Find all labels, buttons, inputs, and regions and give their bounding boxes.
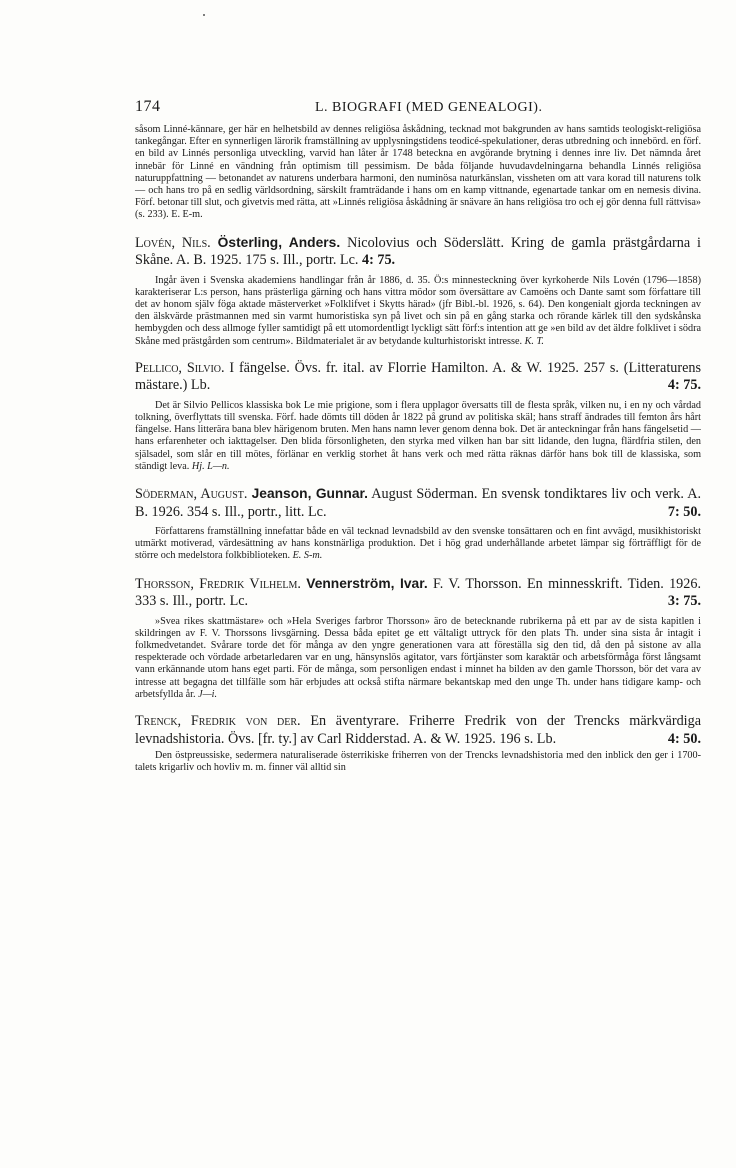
entry-loven <box>135 234 701 348</box>
entry-author: Österling, Anders. <box>217 234 341 250</box>
entry-heading <box>135 575 701 611</box>
entry-title: Nicolovius och Söderslätt. Kring de gamla prästgårdarna i Skåne. A. B. 1925. 175 s. Ill., portr. Lc. <box>135 234 702 269</box>
entry-soderman <box>135 485 701 563</box>
entry-classmark: 3: 75. <box>667 593 701 610</box>
entry-classmark: 4: 75. <box>667 377 701 394</box>
entry-heading <box>135 713 701 748</box>
entry-subject: Lovén, Nils. <box>135 234 211 251</box>
entry-signature: J—i. <box>198 688 218 700</box>
entry-trenck <box>135 713 701 774</box>
entry-title: I fängelse. Övs. fr. ital. av Florrie Hamilton. A. & W. 1925. 257 s. (Litteraturens mästare.) Lb. <box>135 359 702 394</box>
entry-title: F. V. Thorsson. En minnesskrift. Tiden. 1926. 333 s. Ill., portr. Lc. <box>135 575 701 610</box>
entry-pellico <box>135 360 701 473</box>
header-title: L. BIOGRAFI (MED GENEALOGI). <box>315 100 543 115</box>
entry-heading <box>135 234 701 270</box>
entry-author: Vennerström, Ivar. <box>306 575 428 591</box>
entry-heading <box>135 360 701 395</box>
entry-review: Författarens framställning innefattar både en väl tecknad levnadsbild av den svenske tonsättaren och en fint avvägd, musikhistoriskt utmärkt motiverad, värdesättning av hans konstnärliga produktion. Det i hög grad underhållande arbetet lämpar sig förträffligt för de större och medelstora folkbiblioteken. E. S-m. <box>135 526 701 562</box>
entry-subject: Pellico, Silvio. <box>135 359 225 376</box>
entry-author: Jeanson, Gunnar. <box>251 486 368 502</box>
entry-signature: Hj. L—n. <box>191 460 230 472</box>
entry-signature: K. T. <box>524 335 544 347</box>
page-number: 174 <box>135 98 161 115</box>
entry-classmark: 7: 50. <box>667 503 701 520</box>
entry-review: »Svea rikes skattmästare» och »Hela Sveriges farbror Thorsson» äro de betecknande rubrikerna på ett par av de sista kapitlen i skildringen av F. V. Thorssons livsgärning. Dessa båda epitet ge ett vältaligt uttryck för den plats Th. under sina sista år intagit i folkmedvetandet. Svårare torde det för många av den yngre generationen vara att föreställa sig den tid, då den på sistone av alla respekterade och vördade arbetarledaren var en ung, hänsynslös agitator, vars förtjänster som karaktär och arbetsförmåga först långsamt vann erkännande utom hans eget parti. För de många, som personligen endast i minnet ha bilden av den gamle Thorsson, bör det vara av intresse att begagna det tillfälle som här erbjudes att också stifta närmare bekantskap med den unge Th. under hans tidigare kamp- och arbetsfyllda år. J—i. <box>135 615 701 700</box>
intro-paragraph: såsom Linné-kännare, ger här en helhetsbild av dennes religiösa åskådning, tecknad mot bakgrunden av hans samtids teologiskt-religiösa tankegångar. Efter en synnerligen lärorik framställning av upplysningstidens teodicé-spekulationer, deras utbredning och innebörd. en förf. en bild av Linnés personliga utveckling, varvid han låter år 1748 beteckna en avgörande brytning i dennes inre liv. Det nämnda året innebär för Linné en vändning från optimism till pessimism. De båda följande huvudavdelningarna behandla Linnés religiösa naturuppfattning — betonandet av naturens underbara harmoni, den numinösa naturkänslan, vissheten om att vara korad till naturens tolk — och hans tro på en sedlig världsordning, särskilt framträdande i hans om en kamp vittnande, egenartade tankar om en nemesis divina. Förf. betonar till slut, och givetvis med rätta, att »Linnés religiösa åskådning är snävare än hans religiösa tro och ej gör denna full rättvisa» (s. 233). E. E-m. <box>135 124 701 221</box>
entry-classmark: 4: 50. <box>667 730 701 747</box>
entry-title: En äventyrare. Friherre Fredrik von der Trencks märkvärdiga levnadshistoria. Övs. [fr. ty.] av Carl Ridderstad. A. & W. 1925. 196 s. Lb. <box>135 713 701 747</box>
entry-subject: Söderman, August. <box>135 486 248 503</box>
page-header <box>135 98 701 120</box>
speck <box>203 14 205 16</box>
entry-review: Ingår även i Svenska akademiens handlingar från år 1886, d. 35. Ö:s minnesteckning över kyrkoherde Nils Lovén (1796—1858) karakteriserar L:s person, hans prästerliga gärning och hans vittra mödor som översättare av Camoëns och Dante samt som författare till det av honom själv föga aktade mästerverket »Folklifvet i Skytts härad» (jfr Bibl.-bl. 1926, s. 64). Den kongenialt gjorda teckningen av den älskvärde prästmannen med sin varmt humoristiska syn på livet och sin på en gång starka och rörande kärlek till den sydskånska hembygden och dess allmoge fyller samtidigt på ett utomordentligt lyckligt sätt förf:s intention att ge »en bild av det äldre folklivet i södra Skåne med prästgården som centrum». Bildmaterialet är av betydande kulturhistoriskt intresse. K. T. <box>135 274 701 347</box>
entry-review: Det är Silvio Pellicos klassiska bok Le mie prigione, som i flera upplagor översatts till de flesta språk, vilken nu, i en ny och vårdad tolkning, överflyttats till svenska. Förf. hade dömts till döden år 1822 på grund av politiska skäl; hans straff ändrades till femton års hårt fängelse. Hans litterära bana blev härigenom bruten. Men hans namn lever genom denna bok. Det är anteckningar från hans fängelsetid — hans erfarenheter och iakttagelser. Den blida försonligheten, den styrka med vilken han bar sitt lidande, den lugna, flärdfria stilen, den själsadel, som slår en till mötes, förlänar en verklig storhet åt hans verk och med rätta räknas därför hans bok till de klassiska, som ständigt leva. Hj. L—n. <box>135 399 701 472</box>
entry-signature: E. S-m. <box>292 550 323 562</box>
page <box>135 98 701 775</box>
entry-title: August Söderman. En svensk tondiktares liv och verk. A. B. 1926. 354 s. Ill., portr., litt. Lc. <box>135 486 701 520</box>
entry-subject: Trenck, Fredrik von der. <box>135 713 301 730</box>
entry-subject: Thorsson, Fredrik Vilhelm. <box>135 575 301 592</box>
entry-review: Den östpreussiske, sedermera naturaliserade österrikiske friherren von der Trencks levnadshistoria med den inblick den ger i 1700-talets krigarliv och hovliv m. m. finner väl alltid sin <box>135 750 701 774</box>
entry-thorsson <box>135 575 701 701</box>
entry-classmark: 4: 75. <box>362 252 396 269</box>
entry-heading <box>135 485 701 521</box>
